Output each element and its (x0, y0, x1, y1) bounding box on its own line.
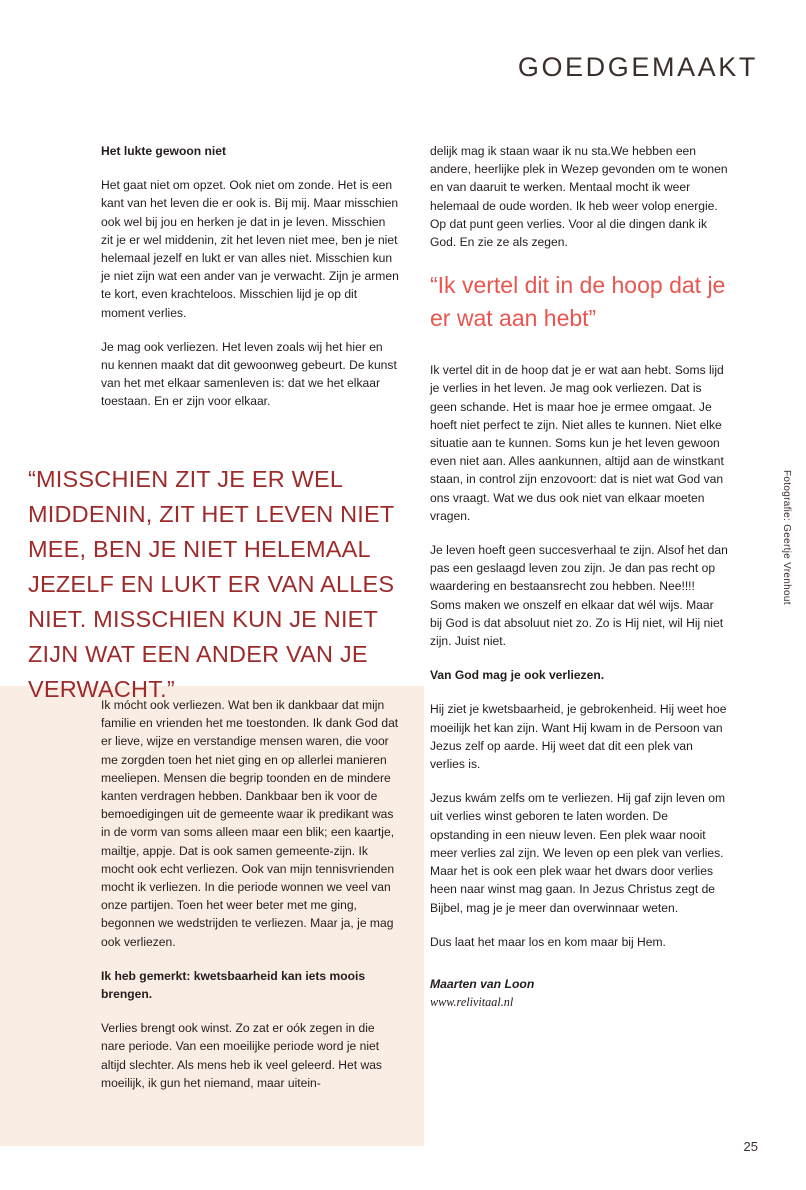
lower-left-paragraph-1: Ik mócht ook verliezen. Wat ben ik dankbaar dat mijn familie en vrienden het me toestonden. Ik dank God dat er lieve, wijze en verstandige mensen waren, die voor me zorgden toen het niet ging en op allerlei manieren meeliepen. Mensen die begrip toonden en de mindere kanten verdragen hebben. Dankbaar ben ik voor de bemoedigingen uit de gemeente waar ik predikant was in de vorm van soms alleen maar een blik; een kaartje, mailtje, appje. Dat is ook samen gemeente-zijn. Ik mocht ook echt verliezen. Ook van mijn tennisvrienden mocht ik verliezen. In die periode wonnen we veel van onze partijen. Toen het weer beter met me ging, begonnen we wedstrijden te verliezen. Maar ja, je mag ook verliezen. (101, 698, 399, 949)
article-lower-left-column (101, 696, 399, 1108)
left-column-heading: Het lukte gewoon niet (101, 144, 226, 158)
right-column-paragraph-4: Jezus kwám zelfs om te verliezen. Hij gaf zijn leven om uit verlies winst geboren te laten worden. De opstanding in een nieuw leven. Een plek waar nooit meer verlies zal zijn. We leven op een plek van verlies. Maar het is ook een plek waar het dwars door verlies heen naar winst mag gaan. In Jezus Christus zegt de Bijbel, mag je je meer dan overwinnaar weten. (430, 791, 726, 915)
article-left-column (101, 142, 399, 427)
right-column-paragraph-5: Dus laat het maar los en kom maar bij Hem. (430, 934, 666, 949)
lower-left-heading: Ik heb gemerkt: kwetsbaarheid kan iets moois brengen. (101, 968, 366, 1002)
pullquote-large: “MISSCHIEN ZIT JE ER WEL MIDDENIN, ZIT HET LEVEN NIET MEE, BEN JE NIET HELEMAAL JEZELF EN LUKT ER VAN ALLES NIET. MISSCHIEN KUN JE NIET ZIJN WAT EEN ANDER VAN JE VERWACHT.” (28, 466, 395, 702)
left-column-paragraph-1: Het gaat niet om opzet. Ook niet om zonde. Het is een kant van het leven die er ook is. Bij mij. Maar misschien ook wel bij jou en herken je dat in je leven. Misschien zit je er wel middenin, zit het leven niet mee, ben je niet helemaal jezelf en lukt er van alles niet. Misschien kun je niet zijn wat een ander van je verwacht. Zijn je armen te kort, even krachteloos. Misschien lijd je op dit moment verlies. (101, 178, 399, 320)
right-column-paragraph-2: Je leven hoeft geen succesverhaal te zijn. Alsof het dan pas een geslaagd leven zou zijn. Je dan pas recht op waardering en bestaansrecht zou hebben. Nee!!!! Soms maken we onszelf en elkaar dat wél wijs. Maar bij God is dat absoluut niet zo. Zo is Hij niet, wil Hij niet zijn. Juist niet. (430, 543, 728, 649)
right-column-paragraph-3: Hij ziet je kwetsbaarheid, je gebrokenheid. Hij weet hoe moeilijk het kan zijn. Want Hij kwam in de Persoon van Jezus zelf op aarde. Hij weet dat dit een plek van verlies is. (430, 702, 727, 772)
author-name: Maarten van Loon (430, 976, 535, 991)
author-website[interactable]: www.relivitaal.nl (430, 994, 514, 1009)
lower-left-paragraph-2: Verlies brengt ook winst. Zo zat er oók zegen in die nare periode. Van een moeilijke periode word je niet altijd slechter. Als mens heb ik veel geleerd. Het was moeilijk, ik gun het niemand, maar uitein- (101, 1021, 382, 1090)
article-right-column (430, 142, 728, 1011)
right-column-top-paragraph: delijk mag ik staan waar ik nu sta.We hebben een andere, heerlijke plek in Wezep gevonden om te wonen en van daaruit te werken. Mentaal mocht ik weer helemaal de oude worden. Ik heb weer volop energie. Op dat punt geen verlies. Voor al die dingen dank ik God. En zie ze als zegen. (430, 144, 728, 250)
right-column-paragraph-1: Ik vertel dit in de hoop dat je er wat aan hebt. Soms lijd je verlies in het leven. Je mag ook verliezen. Dat is geen schande. Het is maar hoe je ermee omgaat. Je hoeft niet perfect te zijn. Niet alles te kunnen. Niet elke situatie aan te kunnen. Soms kun je het leven gewoon even niet aan. Alles aankunnen, altijd aan de winstkant staan, in control zijn enzovoort: dat is niet wat God van ons vraagt. Wat we dus ook niet van elkaar moeten vragen. (430, 363, 724, 523)
pullquote-small: “Ik vertel dit in de hoop dat je er wat aan hebt” (430, 272, 726, 332)
photo-credit: Fotografie: Geertje Vrenhout (781, 470, 792, 605)
left-column-paragraph-2: Je mag ook verliezen. Het leven zoals wij het hier en nu kennen maakt dat dit gewoonweg gebeurt. De kunst van het met elkaar samenleven is: dat we het elkaar toestaan. En er zijn voor elkaar. (101, 339, 397, 409)
masthead-title: GOEDGEMAAKT (517, 52, 758, 82)
author-signature (430, 975, 728, 1011)
right-column-heading: Van God mag je ook verliezen. (430, 668, 605, 683)
page-number: 25 (743, 1139, 758, 1154)
